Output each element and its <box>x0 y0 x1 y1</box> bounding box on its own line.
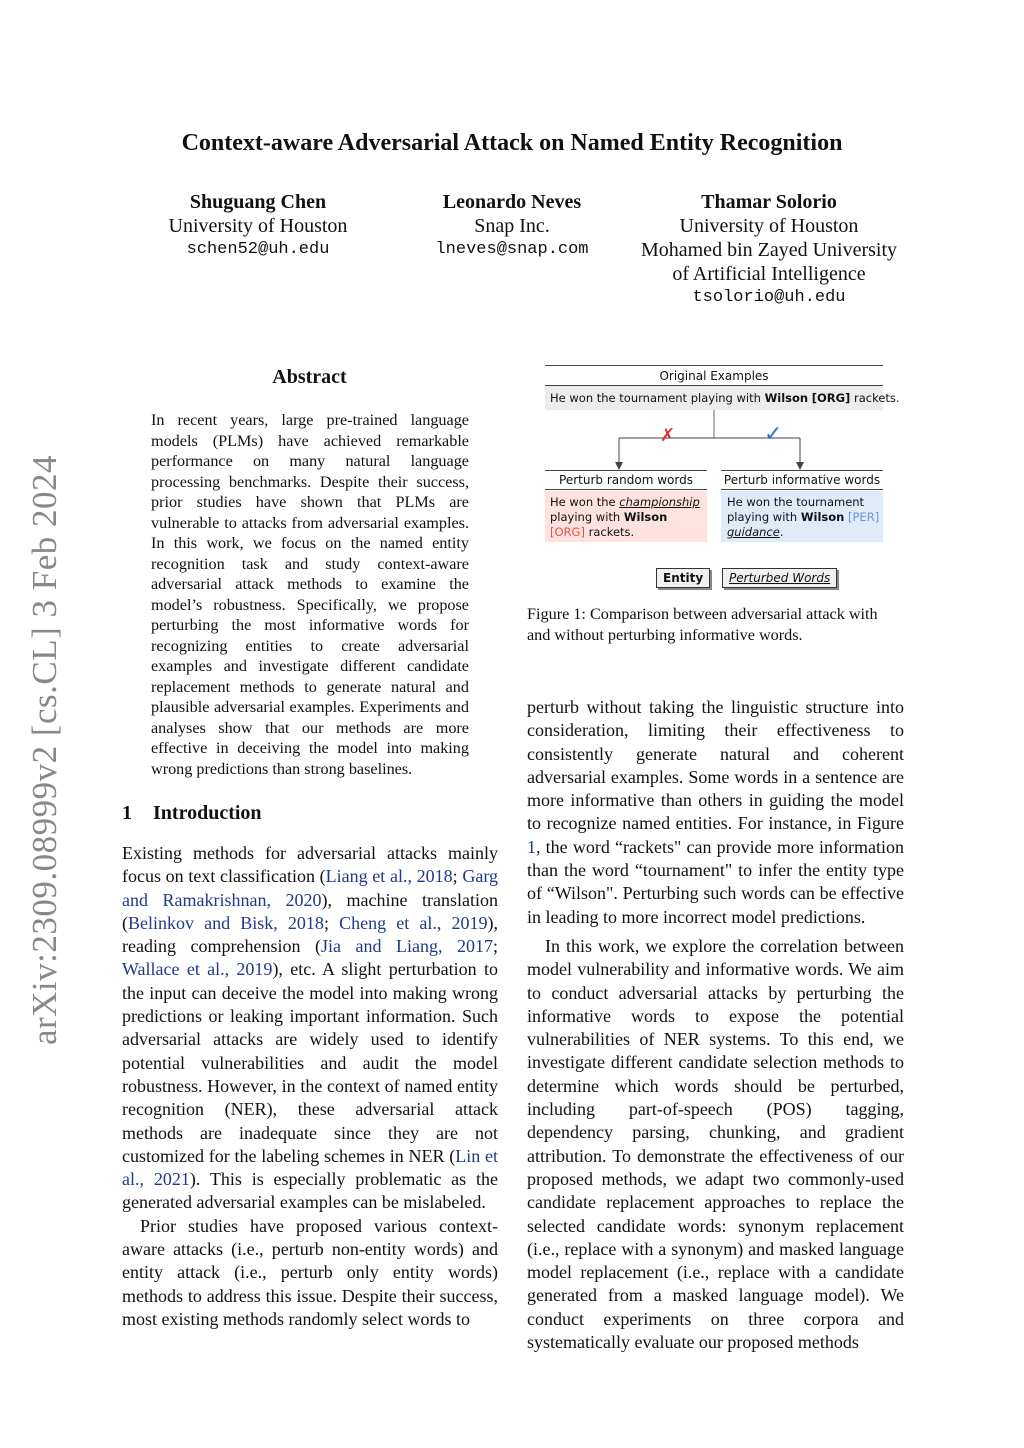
text-run: He won the tournament playing with <box>727 495 865 524</box>
figure-caption: Figure 1: Comparison between adversarial attack with and without perturbing informative words. <box>527 605 878 644</box>
cross-icon: ✗ <box>660 425 676 446</box>
right-column-body <box>527 696 904 1354</box>
text-run: ), etc. A slight perturbation to the input can deceive the model into making wrong predictions or leaking important information. Such adversarial attacks are widely used to identify potential vulnerabilities and audit the model robustness. However, in the context of named entity recognition (NER), these adversarial attack methods are inadequate since they are not customized for the labeling schemes in NER ( <box>122 959 498 1166</box>
author-name: Leonardo Neves <box>442 191 582 213</box>
citation-link[interactable]: Belinkov and Bisk, 2018 <box>128 912 324 933</box>
citation-link[interactable]: Lin et al., 2021 <box>122 1145 498 1190</box>
left-branch-label: Perturb random words <box>559 473 693 487</box>
text-run: , the word “rackets" can provide more information than the word “tournament" to infer the entity type of “Wilson". Perturbing such words can be effective in leading to more incorrect model predictions. <box>527 836 904 927</box>
author-affiliation: of Artificial Intelligence <box>672 263 866 285</box>
text-run: He won the tournament playing with <box>550 391 765 405</box>
section-heading <box>122 802 262 825</box>
author-email: lneves@snap.com <box>435 240 589 259</box>
right-branch-label: Perturb informative words <box>723 473 881 487</box>
left-column-body <box>122 842 498 1331</box>
text-run: ; <box>323 912 340 933</box>
citation-link[interactable]: Wallace et al., 2019 <box>122 959 273 980</box>
entity-tag: [ORG] <box>811 391 851 405</box>
right-example-text <box>727 495 881 540</box>
author-email: schen52@uh.edu <box>186 240 330 259</box>
citation-link[interactable]: Liang et al., 2018 <box>325 866 453 887</box>
legend-entity: Entity <box>656 568 710 588</box>
figure-rule <box>545 365 883 366</box>
author-affiliation: Mohamed bin Zayed University <box>640 239 898 261</box>
right-paragraph-1 <box>527 696 904 929</box>
author-affiliation: Snap Inc. <box>474 215 550 237</box>
intro-paragraph-1 <box>122 842 498 1215</box>
text-run: He won the <box>550 495 620 509</box>
text-run: ; <box>452 866 463 887</box>
abstract-heading: Abstract <box>272 366 347 388</box>
author-email: tsolorio@uh.edu <box>692 288 846 307</box>
figure-reference-link[interactable]: 1 <box>527 836 536 857</box>
section-number: 1 <box>122 802 132 824</box>
figure-rule <box>721 489 883 490</box>
text-run: Existing methods for adversarial attacks mainly focus on text classification ( <box>122 843 498 887</box>
author-3 <box>619 190 919 310</box>
check-icon: ✓ <box>764 422 783 447</box>
citation-link[interactable]: Garg and Ramakrishnan, 2020 <box>122 866 498 910</box>
text-run: ). This is especially problematic as the generated adversarial examples can be mislabeled. <box>122 1169 498 1213</box>
perturbed-word: championship <box>619 495 700 509</box>
entity-word: Wilson <box>623 510 668 524</box>
branch-connector <box>545 410 885 472</box>
text-run: playing with <box>550 510 624 524</box>
author-name: Thamar Solorio <box>701 191 837 213</box>
text-run: rackets. <box>584 525 635 539</box>
paper-title: Context-aware Adversarial Attack on Named Entity Recognition <box>181 130 843 156</box>
entity-word: Wilson <box>800 510 845 524</box>
figure-header: Original Examples <box>659 369 769 383</box>
section-title: Introduction <box>153 802 262 824</box>
author-2 <box>362 190 662 262</box>
figure-rule <box>545 470 707 471</box>
text-run: ), machine translation ( <box>122 889 498 933</box>
entity-tag: [ORG] <box>550 525 585 539</box>
author-affiliation: University of Houston <box>168 215 348 237</box>
figure-rule <box>721 470 883 471</box>
text-run: . <box>779 525 784 539</box>
citation-link[interactable]: Cheng et al., 2019 <box>339 912 488 933</box>
intro-paragraph-2: Prior studies have proposed various context-aware attacks (i.e., perturb non-entity words) and entity attack (i.e., perturb only entity words) methods to address this issue. Despite their success, most existing methods randomly select words to <box>122 1215 498 1329</box>
entity-word: Wilson <box>764 391 809 405</box>
original-sentence <box>550 391 900 405</box>
right-paragraph-2: In this work, we explore the correlation between model vulnerability and informative words. We aim to conduct adversarial attacks by perturbing the informative words to expose the potential vulnerabilities of NER systems. To this end, we investigate different candidate selection methods to determine which words should be perturbed, including part-of-speech (POS) tagging, dependency parsing, chunking, and gradient attribution. To demonstrate the effectiveness of our proposed methods, we adapt two commonly-used candidate replacement approaches to replace the selected candidate words: synonym replacement (i.e., replace with a synonym) and masked language model replacement (i.e., replace with a candidate generated from a masked language model). We conduct experiments on three corpora and systematically evaluate our proposed methods <box>527 935 904 1353</box>
text-run: ), reading comprehension ( <box>122 912 498 957</box>
legend-perturbed-words: Perturbed Words <box>722 568 837 588</box>
original-example-box <box>545 386 900 410</box>
text-run: rackets. <box>850 391 900 405</box>
entity-tag: [PER] <box>848 510 880 524</box>
text-run: perturb without taking the linguistic structure into consideration, limiting their effectiveness to consistently generate natural and coherent adversarial examples. Some words in a sentence are more informative than others in guiding the model to recognize named entities. For instance, in Figure <box>527 697 904 834</box>
perturbed-word: guidance <box>727 525 780 539</box>
left-example-text <box>550 495 706 540</box>
author-name: Shuguang Chen <box>189 191 327 213</box>
arxiv-identifier: arXiv:2309.08999v2 [cs.CL] 3 Feb 2024 <box>25 454 64 1046</box>
author-affiliation: University of Houston <box>679 215 859 237</box>
figure-rule <box>545 489 707 490</box>
abstract-text: In recent years, large pre-trained language models (PLMs) have achieved remarkable performance on many natural language processing benchmarks. Despite their success, prior studies have shown that PLMs are vulnerable to attacks from adversarial examples. In this work, we focus on the named entity recognition task and study context-aware adversarial attack methods to examine the model’s robustness. Specifically, we propose perturbing the most informative words for recognizing entities to create adversarial examples and investigate different candidate replacement methods to generate natural and plausible adversarial examples. Experiments and analyses show that our methods are more effective in deceiving the model into making wrong predictions than strong baselines. <box>151 411 469 778</box>
citation-link[interactable]: Jia and Liang, 2017 <box>320 936 493 957</box>
text-run: ; <box>492 936 498 957</box>
